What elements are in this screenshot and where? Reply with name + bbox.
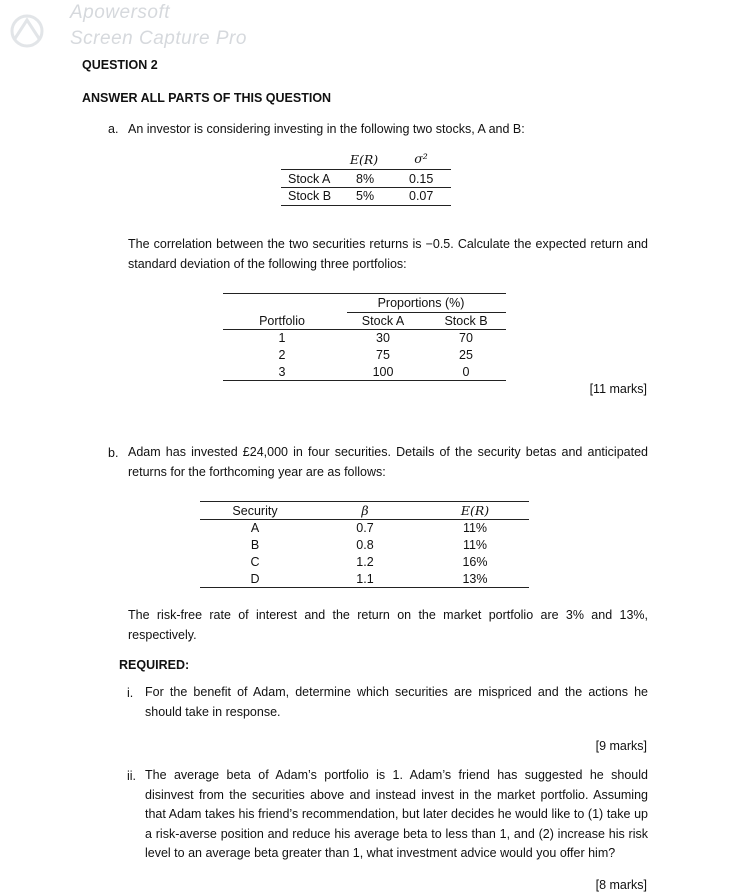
table2-cell: 2	[278, 348, 286, 362]
table2-rule-head	[223, 329, 506, 330]
question-title: QUESTION 2	[82, 58, 158, 72]
q1-marker: i.	[127, 686, 134, 700]
q1-marks: [9 marks]	[595, 739, 647, 753]
table3-cell: B	[250, 538, 260, 552]
table3-cell: 11%	[462, 538, 488, 552]
part-a-marker: a.	[108, 122, 119, 136]
watermark-logo	[4, 12, 50, 50]
q1-text: For the benefit of Adam, determine which securities are mispriced and the actions he should take in response.	[145, 685, 648, 719]
table2-cell: 25	[459, 348, 473, 362]
table2-cell: 75	[376, 348, 390, 362]
part-a-marks: [11 marks]	[589, 382, 647, 396]
table2-cell: 1	[278, 331, 286, 345]
table1-header-var: σ²	[414, 151, 428, 166]
table2-cell: 30	[376, 331, 390, 345]
watermark-line1: Apowersoft	[70, 2, 171, 23]
part-b-paragraph: The risk-free rate of interest and the return on the market portfolio are 3% and 13%, respectively.	[128, 608, 648, 642]
part-a-intro: An investor is considering investing in the following two stocks, A and B:	[128, 122, 525, 136]
table1-row-label: Stock A	[288, 172, 331, 186]
table3-cell: 11%	[462, 521, 488, 535]
table1-cell: 8%	[356, 172, 375, 186]
table1-header-er: E(R)	[349, 152, 379, 167]
table2-header: Portfolio	[259, 314, 305, 328]
table2-rule-bottom	[223, 380, 506, 381]
table2-header: Stock B	[444, 314, 488, 328]
table3-cell: A	[250, 521, 260, 535]
table3-cell: 13%	[462, 572, 488, 586]
table3-cell: D	[250, 572, 260, 586]
table1-row-label: Stock B	[288, 189, 332, 203]
table1-rule-mid	[281, 187, 451, 188]
table2-cell: 3	[278, 365, 286, 379]
table3-cell: 1.2	[356, 555, 374, 569]
table3-cell: 16%	[462, 555, 488, 569]
table2-group-header: Proportions (%)	[377, 296, 465, 310]
table3-cell: C	[250, 555, 260, 569]
table1-cell: 0.07	[409, 189, 434, 203]
table1-rule-bottom	[281, 205, 451, 206]
q2-marker: ii.	[127, 769, 137, 783]
table2-rule-top	[223, 293, 506, 294]
table3-rule-top	[200, 501, 529, 502]
table3-rule-bottom	[200, 587, 529, 588]
table3-cell: 0.8	[356, 538, 374, 552]
table3-header: Security	[232, 504, 278, 518]
q2-text: The average beta of Adam’s portfolio is 1. Adam’s friend has suggested he should disinvest from the securities above and instead invest in the market portfolio. Assuming that Adam takes his friend’s recommendation, but later decides he would like to (1) take up a risk-averse position and reduce his average beta to less than 1, and (2) increase his risk level to an average beta greater than 1, what investment advice would you offer him?	[145, 768, 648, 860]
instruction: ANSWER ALL PARTS OF THIS QUESTION	[82, 91, 332, 105]
table1-cell: 5%	[356, 189, 375, 203]
table1-cell: 0.15	[409, 172, 434, 186]
table2-header: Stock A	[361, 314, 405, 328]
table2-cell: 100	[372, 365, 394, 379]
table3-header: β	[361, 503, 369, 518]
table3-header: E(R)	[460, 503, 490, 518]
part-b-intro: Adam has invested £24,000 in four securities. Details of the security betas and anticipated returns for the forthcoming year are as follows:	[128, 445, 648, 479]
table2-cell: 0	[462, 365, 470, 379]
part-b-marker: b.	[108, 446, 119, 460]
watermark-line2: Screen Capture Pro	[70, 28, 247, 49]
table3-cell: 0.7	[356, 521, 374, 535]
table1-rule-top	[281, 169, 451, 170]
table3-rule-head	[200, 519, 529, 520]
table3-cell: 1.1	[356, 572, 374, 586]
required-label: REQUIRED:	[119, 658, 190, 672]
q2-marks: [8 marks]	[595, 878, 647, 892]
table2-cell: 70	[459, 331, 473, 345]
table2-rule-group	[347, 312, 506, 313]
part-a-paragraph: The correlation between the two securities returns is −0.5. Calculate the expected return and standard deviation of the following three portfolios:	[128, 237, 648, 271]
